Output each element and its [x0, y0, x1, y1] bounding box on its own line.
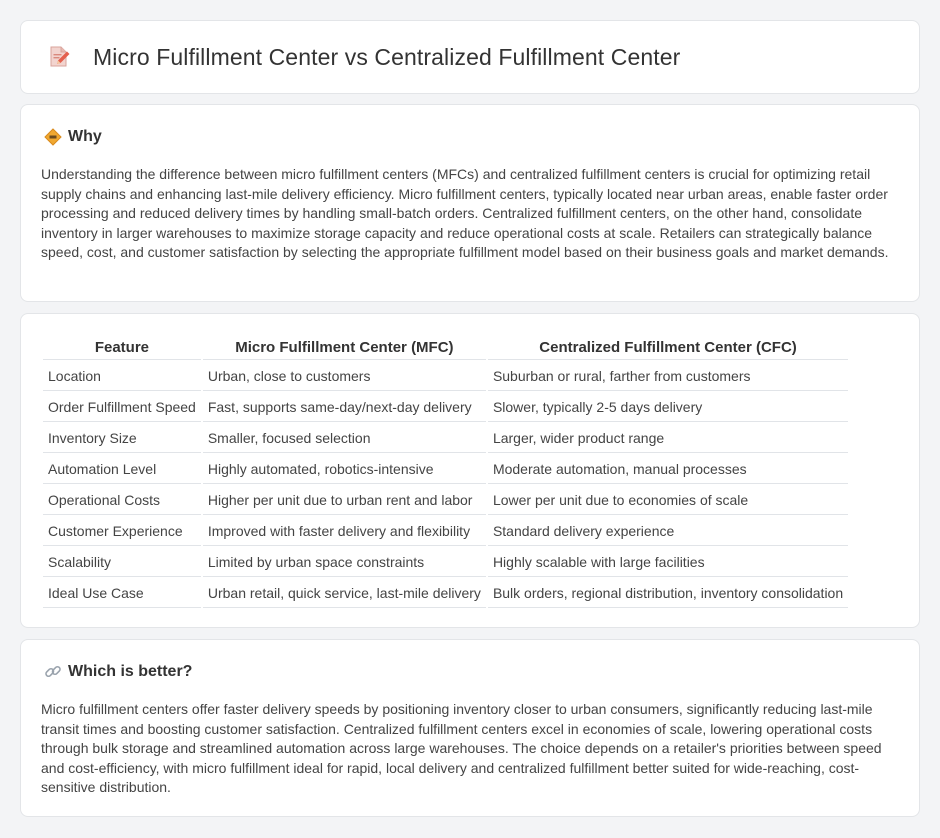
table-row	[43, 455, 848, 484]
feature-cell: Order Fulfillment Speed	[43, 393, 201, 422]
feature-cell: Location	[43, 362, 201, 391]
mfc-cell: Limited by urban space constraints	[203, 548, 486, 577]
comparison-table	[41, 334, 850, 610]
header-cfc: Centralized Fulfillment Center (CFC)	[488, 336, 848, 360]
better-paragraph: Micro fulfillment centers offer faster delivery speeds by positioning inventory closer to urban consumers, significantly reducing last-mile transit times and boosting customer satisfaction. Centralized fulfillment centers excel in economies of scale, lowering operational costs through bulk storage and streamlined automation across large warehouses. The choice depends on a retailer's priorities between speed and cost-efficiency, with micro fulfillment ideal for rapid, local delivery and centralized fulfillment better suited for wide-reaching, cost-sensitive distribution.	[41, 701, 882, 796]
better-heading: Which is better?	[68, 663, 193, 680]
cfc-cell: Larger, wider product range	[488, 424, 848, 453]
cfc-cell: Slower, typically 2-5 days delivery	[488, 393, 848, 422]
table-row	[43, 424, 848, 453]
diamond-sign-icon	[44, 128, 62, 146]
mfc-cell: Urban retail, quick service, last-mile delivery	[203, 579, 486, 608]
table-row	[43, 362, 848, 391]
feature-cell: Ideal Use Case	[43, 579, 201, 608]
table-row	[43, 517, 848, 546]
feature-cell: Inventory Size	[43, 424, 201, 453]
mfc-cell: Smaller, focused selection	[203, 424, 486, 453]
feature-cell: Scalability	[43, 548, 201, 577]
document-pencil-icon	[47, 45, 71, 69]
why-section	[20, 104, 920, 302]
feature-cell: Automation Level	[43, 455, 201, 484]
link-icon	[44, 663, 62, 681]
table-row	[43, 548, 848, 577]
page-title: Micro Fulfillment Center vs Centralized Fulfillment Center	[93, 43, 681, 70]
mfc-cell: Improved with faster delivery and flexibility	[203, 517, 486, 546]
cfc-cell: Moderate automation, manual processes	[488, 455, 848, 484]
better-heading-row	[41, 662, 899, 682]
why-heading-row	[41, 127, 899, 147]
cfc-cell: Bulk orders, regional distribution, inventory consolidation	[488, 579, 848, 608]
mfc-cell: Fast, supports same-day/next-day delivery	[203, 393, 486, 422]
cfc-cell: Highly scalable with large facilities	[488, 548, 848, 577]
comparison-section	[20, 313, 920, 628]
cfc-cell: Standard delivery experience	[488, 517, 848, 546]
header-mfc: Micro Fulfillment Center (MFC)	[203, 336, 486, 360]
table-header-row	[43, 336, 848, 360]
why-paragraph: Understanding the difference between micro fulfillment centers (MFCs) and centralized fulfillment centers is crucial for optimizing retail supply chains and enhancing last-mile delivery efficiency. Micro fulfillment centers, typically located near urban areas, enable faster order processing and reduced delivery times by handling small-batch orders. Centralized fulfillment centers, on the other hand, consolidate inventory in larger warehouses to maximize storage capacity and reduce operational costs at scale. Retailers can strategically balance speed, cost, and customer satisfaction by selecting the appropriate fulfillment model based on their business goals and market demands.	[41, 166, 889, 261]
header-feature: Feature	[43, 336, 201, 360]
table-row	[43, 579, 848, 608]
table-row	[43, 393, 848, 422]
feature-cell: Customer Experience	[43, 517, 201, 546]
which-is-better-section	[20, 639, 920, 817]
title-card	[20, 20, 920, 94]
mfc-cell: Higher per unit due to urban rent and labor	[203, 486, 486, 515]
mfc-cell: Urban, close to customers	[203, 362, 486, 391]
table-row	[43, 486, 848, 515]
cfc-cell: Suburban or rural, farther from customers	[488, 362, 848, 391]
feature-cell: Operational Costs	[43, 486, 201, 515]
cfc-cell: Lower per unit due to economies of scale	[488, 486, 848, 515]
why-heading: Why	[68, 128, 102, 145]
mfc-cell: Highly automated, robotics-intensive	[203, 455, 486, 484]
